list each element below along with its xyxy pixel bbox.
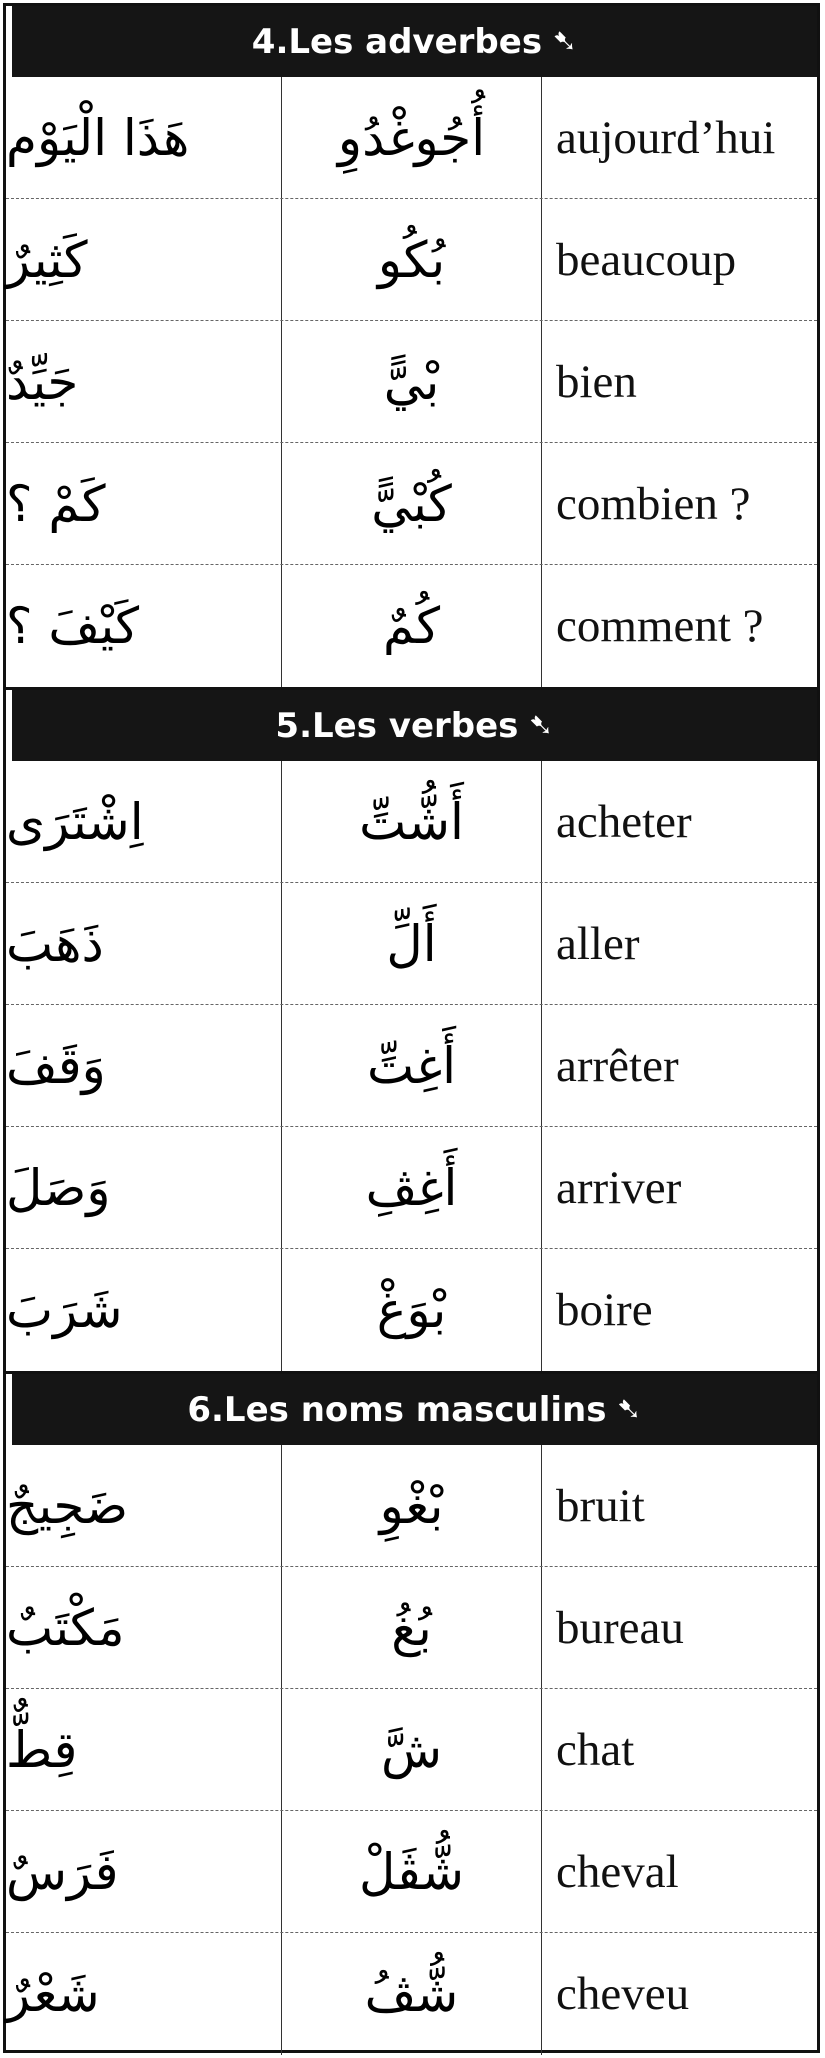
section-title: 6.Les noms masculins xyxy=(187,1389,607,1430)
table-row xyxy=(6,1445,817,1567)
transliteration: شُّڤُ xyxy=(282,1933,542,2055)
curved-arrow-icon: ➷ xyxy=(528,707,554,743)
table-row xyxy=(6,1811,817,1933)
transliteration: أَلِّ xyxy=(282,883,542,1004)
transliteration: بْوَغْ xyxy=(282,1249,542,1371)
transliteration: كُمٌ xyxy=(282,565,542,687)
table-row xyxy=(6,1005,817,1127)
curved-arrow-icon: ➷ xyxy=(616,1391,642,1427)
french-word: boire xyxy=(556,1284,653,1336)
arabic-word: ضَجِيجٌ xyxy=(6,1445,282,1566)
arabic-word: قِطٌّ xyxy=(6,1689,282,1810)
arabic-word: وَقَفَ xyxy=(6,1005,282,1126)
section-verbes xyxy=(6,690,817,1374)
table-row xyxy=(6,883,817,1005)
transliteration: بُغُ xyxy=(282,1567,542,1688)
section-adverbes xyxy=(6,6,817,690)
french-word: arriver xyxy=(556,1161,682,1214)
arabic-word: هَذَا الْيَوْم xyxy=(6,77,282,198)
french-word: beaucoup xyxy=(556,233,737,286)
table-row xyxy=(6,565,817,687)
transliteration: بْيًّ xyxy=(282,321,542,442)
table-row xyxy=(6,1933,817,2055)
transliteration: أَغِتِّ xyxy=(282,1005,542,1126)
french-word: aujourd’hui xyxy=(556,111,776,164)
table-row xyxy=(6,77,817,199)
arabic-word: شَرَبَ xyxy=(6,1249,282,1371)
table-row xyxy=(6,1127,817,1249)
arabic-word: كَيْفَ ؟ xyxy=(6,565,282,687)
table-row xyxy=(6,443,817,565)
arabic-word: شَعْرٌ xyxy=(6,1933,282,2055)
table-row xyxy=(6,321,817,443)
transliteration: أَشُّتِّ xyxy=(282,761,542,882)
transliteration: أُجُوغْدُوِ xyxy=(282,77,542,198)
arabic-word: جَيِّدٌ xyxy=(6,321,282,442)
french-word: combien ? xyxy=(556,477,751,530)
transliteration: كُبْيًّ xyxy=(282,443,542,564)
section-header xyxy=(6,6,817,77)
table-row xyxy=(6,199,817,321)
french-word: cheval xyxy=(556,1845,679,1898)
french-word: bien xyxy=(556,355,637,408)
french-word: arrêter xyxy=(556,1039,679,1092)
table-row xyxy=(6,761,817,883)
french-word: bruit xyxy=(556,1479,645,1532)
table-row xyxy=(6,1567,817,1689)
arabic-word: كَمْ ؟ xyxy=(6,443,282,564)
section-title: 5.Les verbes xyxy=(275,705,519,746)
section-header xyxy=(6,690,817,761)
arabic-word: اِشْتَرَى xyxy=(6,761,282,882)
vocabulary-page xyxy=(3,3,820,2053)
section-title: 4.Les adverbes xyxy=(251,21,543,62)
arabic-word: ذَهَبَ xyxy=(6,883,282,1004)
table-row xyxy=(6,1689,817,1811)
transliteration: شَّ xyxy=(282,1689,542,1810)
french-word: cheveu xyxy=(556,1968,690,2020)
transliteration: بْغْوِ xyxy=(282,1445,542,1566)
curved-arrow-icon: ➷ xyxy=(552,23,578,59)
transliteration: بُكُو xyxy=(282,199,542,320)
arabic-word: فَرَسٌ xyxy=(6,1811,282,1932)
french-word: chat xyxy=(556,1723,635,1776)
transliteration: أَغِڤِ xyxy=(282,1127,542,1248)
table-row xyxy=(6,1249,817,1371)
french-word: bureau xyxy=(556,1601,684,1654)
french-word: aller xyxy=(556,917,640,970)
section-noms-masculins xyxy=(6,1374,817,2055)
arabic-word: مَكْتَبٌ xyxy=(6,1567,282,1688)
section-header xyxy=(6,1374,817,1445)
french-word: acheter xyxy=(556,795,692,848)
arabic-word: وَصَلَ xyxy=(6,1127,282,1248)
french-word: comment ? xyxy=(556,600,764,652)
arabic-word: كَثِيرٌ xyxy=(6,199,282,320)
transliteration: شُّڤَلْ xyxy=(282,1811,542,1932)
